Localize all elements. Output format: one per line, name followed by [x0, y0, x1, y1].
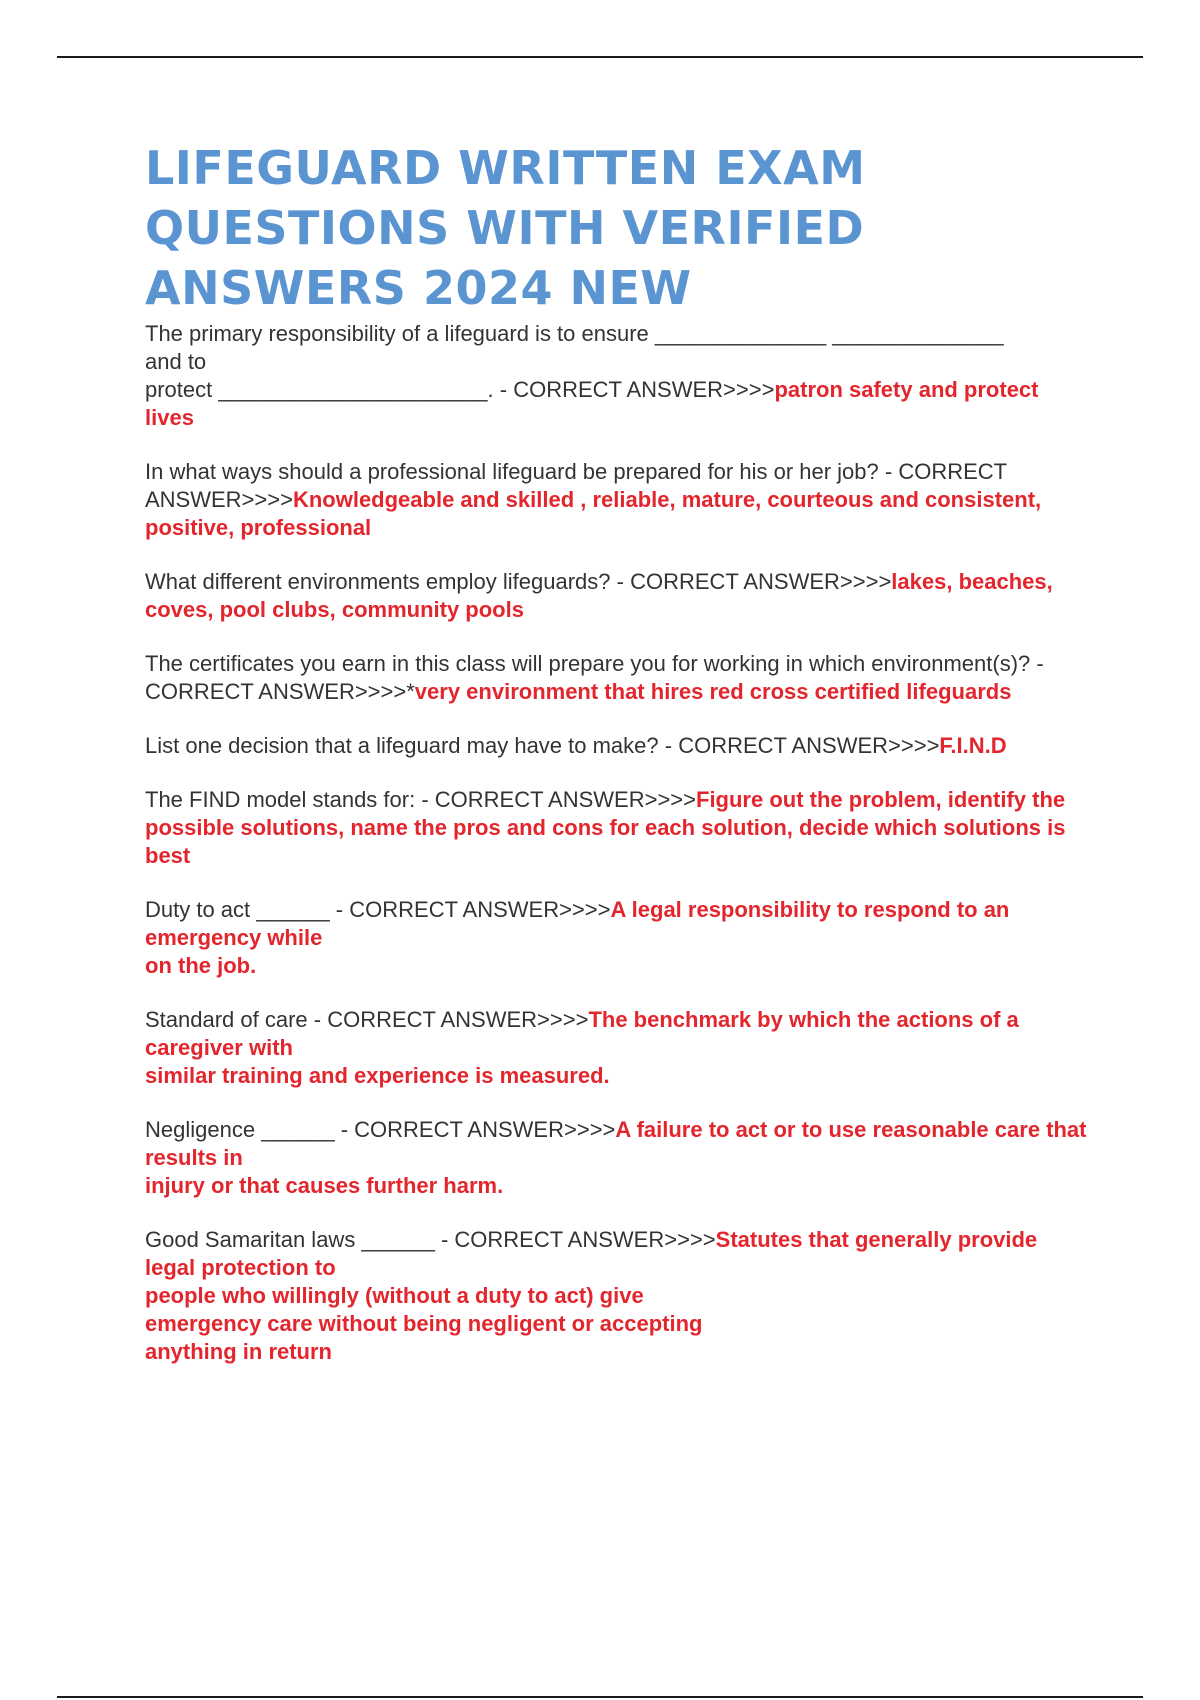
- answer-text: injury or that causes further harm.: [145, 1173, 504, 1198]
- answer-text: F.I.N.D: [939, 733, 1007, 758]
- answer-marker: - CORRECT ANSWER>>>>: [334, 1117, 616, 1142]
- answer-marker: - CORRECT ANSWER>>>>: [329, 897, 611, 922]
- answer-text: patron safety and protect lives: [145, 377, 1039, 430]
- answer-text: similar training and experience is measured.: [145, 1063, 610, 1088]
- answer-marker: - CORRECT ANSWER>>>>: [434, 1227, 716, 1252]
- qa-item-9: [145, 1116, 1090, 1200]
- answer-prefix: *: [406, 679, 415, 704]
- question-text: The FIND model stands for:: [145, 787, 416, 812]
- answer-text: very environment that hires red cross certified lifeguards: [414, 679, 1012, 704]
- answer-text: Statutes that generally provide legal protection to: [145, 1227, 1038, 1280]
- title-line-1: LIFEGUARD WRITTEN EXAM: [145, 141, 866, 195]
- title-line-3: ANSWERS 2024 NEW: [145, 261, 692, 315]
- title-line-2: QUESTIONS WITH VERIFIED: [145, 201, 865, 255]
- document-body: [145, 138, 1090, 1392]
- question-text: List one decision that a lifeguard may have to make?: [145, 733, 659, 758]
- answer-text: lakes, beaches, coves, pool clubs, community pools: [145, 569, 1053, 622]
- question-text: The certificates you earn in this class will prepare you for working in which environment(s)?: [145, 651, 1031, 676]
- question-text: Standard of care: [145, 1007, 308, 1032]
- question-text: Duty to act ______: [145, 897, 330, 922]
- document-title: [145, 138, 1090, 318]
- qa-item-8: [145, 1006, 1090, 1090]
- question-text: The primary responsibility of a lifeguard is to ensure ______________ ______________: [145, 321, 1004, 346]
- question-text: What different environments employ lifeguards?: [145, 569, 611, 594]
- qa-item-2: [145, 458, 1090, 542]
- answer-marker: - CORRECT ANSWER>>>>: [145, 651, 1044, 704]
- qa-item-3: [145, 568, 1090, 624]
- qa-item-4: [145, 650, 1090, 706]
- answer-text: anything in return: [145, 1339, 332, 1364]
- answer-text: emergency care without being negligent or accepting: [145, 1311, 703, 1336]
- answer-text: Figure out the problem, identify the possible solutions, name the pros and cons for each solution, decide which solutions is best: [145, 787, 1066, 868]
- question-text: In what ways should a professional lifeguard be prepared for his or her job?: [145, 459, 879, 484]
- qa-item-10: [145, 1226, 1090, 1366]
- qa-item-5: [145, 732, 1090, 760]
- answer-marker: - CORRECT ANSWER>>>>: [307, 1007, 589, 1032]
- qa-item-7: [145, 896, 1090, 980]
- question-text: Negligence ______: [145, 1117, 335, 1142]
- qa-item-1: [145, 320, 1090, 432]
- question-text: Good Samaritan laws ______: [145, 1227, 435, 1252]
- bottom-rule: [57, 1696, 1143, 1698]
- answer-marker: - CORRECT ANSWER>>>>: [145, 459, 1007, 512]
- answer-text: people who willingly (without a duty to act) give: [145, 1283, 644, 1308]
- question-text: and to: [145, 349, 207, 374]
- answer-marker: - CORRECT ANSWER>>>>: [610, 569, 892, 594]
- answer-marker: - CORRECT ANSWER>>>>: [658, 733, 940, 758]
- answer-marker: - CORRECT ANSWER>>>>: [493, 377, 775, 402]
- answer-text: on the job.: [145, 953, 257, 978]
- answer-marker: - CORRECT ANSWER>>>>: [415, 787, 696, 812]
- top-rule: [57, 56, 1143, 58]
- answer-text: Knowledgeable and skilled , reliable, mature, courteous and consistent, positive, professional: [145, 487, 1042, 540]
- question-text: protect ______________________.: [145, 377, 494, 402]
- answer-text: A legal responsibility to respond to an emergency while: [145, 897, 1010, 950]
- answer-text: A failure to act or to use reasonable care that results in: [145, 1117, 1087, 1170]
- qa-item-6: [145, 786, 1090, 870]
- answer-text: The benchmark by which the actions of a caregiver with: [145, 1007, 1019, 1060]
